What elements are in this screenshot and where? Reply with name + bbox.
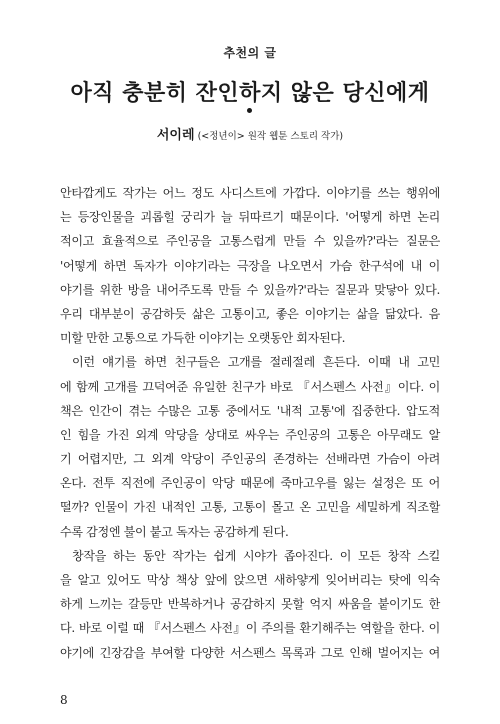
- body-line: 을 알고 있어도 막상 책상 앞에 앉으면 새하얗게 잊어버리는 탓에 익숙: [60, 573, 440, 587]
- kicker: 추천의 글: [223, 46, 277, 60]
- body-line: 창작을 하는 동안 작가는 쉽게 시야가 좁아진다. 이 모든 창작 스킬: [72, 548, 440, 563]
- body-text: [60, 181, 440, 665]
- body-line: 책은 인간이 겪는 수많은 고통 중에서도 '내적 고통'에 집중한다. 압도적: [60, 403, 440, 418]
- body-line: 다. 바로 이럴 때 『서스펜스 사전』이 주의를 환기해주는 역할을 한다. 이: [60, 621, 440, 636]
- body-line: 는 등장인물을 괴롭힐 궁리가 늘 뒤따르기 때문이다. '어떻게 하면 논리: [60, 210, 440, 225]
- byline: [0, 124, 500, 143]
- body-line: 안타깝게도 작가는 어느 정도 사디스트에 가깝다. 이야기를 쓰는 행위에: [60, 186, 440, 200]
- author-name: 서이레: [156, 128, 195, 143]
- body-line: 이런 얘기를 하면 친구들은 고개를 절레절레 흔든다. 이때 내 고민: [72, 355, 440, 370]
- body-line: 야기에 긴장감을 부여할 다양한 서스펜스 목록과 그로 인해 벌어지는 여: [60, 645, 440, 660]
- body-line: 야기를 위한 방을 내어주도록 만들 수 있을까?'라는 질문과 맞닿아 있다.: [60, 282, 440, 297]
- body-line: 기 어렵지만, 그 외계 악당이 주인공의 존경하는 선배라면 가슴이 아려: [60, 452, 440, 467]
- body-line: 우리 대부분이 공감하듯 삶은 고통이고, 좋은 이야기는 삶을 닮았다. 음: [60, 306, 440, 321]
- body-line: 적이고 효율적으로 주인공을 고통스럽게 만들 수 있을까?'라는 질문은: [60, 234, 440, 249]
- body-line: 하게 느끼는 갈등만 반복하거나 공감하지 못할 억지 싸움을 붙이기도 한: [60, 597, 440, 612]
- page-title: 아직 충분히 잔인하지 않은 당신에게: [70, 81, 430, 106]
- title-dot-ornament: [247, 108, 252, 113]
- body-line: 수록 감정엔 불이 붙고 독자는 공감하게 된다.: [60, 524, 289, 539]
- author-note: (<정년이> 원작 웹툰 스토리 작가): [197, 131, 344, 142]
- body-line: 온다. 전투 직전에 주인공이 악당 때문에 죽마고우를 잃는 설정은 또 어: [60, 476, 440, 491]
- body-line: 떨까? 인물이 가진 내적인 고통, 고통이 몰고 온 고민을 세밀하게 직조할: [60, 500, 440, 515]
- body-line: 인 힘을 가진 외계 악당을 상대로 싸우는 주인공의 고통은 아무래도 알: [60, 427, 440, 442]
- body-line: 미할 만한 고통으로 가득한 이야기는 오랫동안 회자된다.: [60, 331, 346, 346]
- page-number: 8: [60, 693, 68, 707]
- body-line: '어떻게 하면 독자가 이야기라는 극장을 나오면서 가슴 한구석에 내 이: [60, 258, 440, 273]
- body-line: 에 함께 고개를 끄덕여준 유일한 친구가 바로 『서스펜스 사전』이다. 이: [60, 379, 440, 394]
